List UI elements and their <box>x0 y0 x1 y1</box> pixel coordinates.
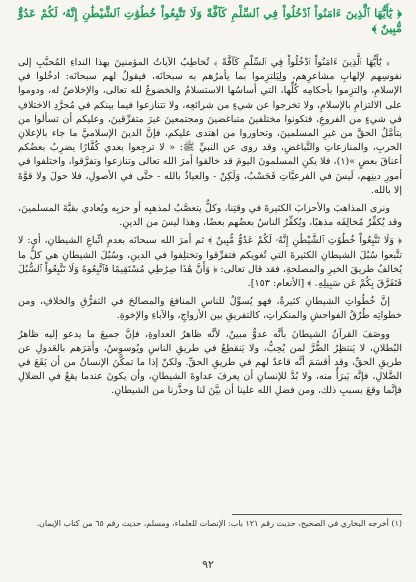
footnote-divider <box>232 514 402 515</box>
paragraph-1: ﴿ يَٰٓأَيُّهَا ٱلَّذِينَ ءَامَنُواْ ٱدْخُلُواْ فِي ٱلسِّلْمِ كَآفَّةً ﴾ تُخاطِبُ الآياتُ المؤمنينَ بهذا النداءِ المُحبَّبِ إلى نفوسِهم لإلهابِ مشاعرِهم، ولِيَلتزِموا بما يأمرُهم به سبحانَه، فيقولُ لهم سبحانَه: ادخُلوا في الإسلامِ، والتزِموا بأحكامِه كُلِّها، التي أساسُها الاستسلامُ والخضوعُ لله تعالى، والإخلاصُ له، ودوموا على الالتزامِ بالإسلامِ، ولا تخرجوا عن شيءٍ من شرائعِه، ولا تتنازعوا فيما بينكم في مُجرَّدِ الاختلافِ في شيءٍ من الفروعِ، فتكونوا مختلفينَ متباغضينَ ومجتمعينَ غيرَ متفرِّقينَ، وعليكم أن تسألوا من يتأمَّلُ الحقَّ من غيرِ المسلمينَ، وتحاوروا من اهتدى عليكم، فإنَّ الدينَ الإسلاميَّ ما جاء بالإعلانِ الحربِ، والمنازعاتِ والتَّباغضِ، وقد روى عن النبيِّ ﷺ: « لا ترجِعوا بعدي كُفَّارًا يضرِبُ بعضُكم أعناقَ بعضٍ »(١)، فلا يكنِ المسلمونَ اليومَ قد خالفوا أمرَ الله تعالى وتنازعوا وتفرَّقوا، واختلفوا في أمورِ دينِهم، لَيسَ في الفرعيَّاتِ فَحَسْبُ، وَلَكِنْ - والعياذُ بالله - حتَّى في الأصولِ، فلا حولَ ولا قوَّةَ إلا بالله. <box>18 57 403 196</box>
paragraph-3: ﴿ وَلَا تَتَّبِعُواْ خُطُوَٰتِ ٱلشَّيْطَٰنِ إِنَّهُۥ لَكُمْ عَدُوٌّ مُّبِينٌ ﴾ ثم أمرَ الله سبحانَه بعدمِ اتِّباعِ الشيطانِ، أي: لا تتَّبعوا سُبُلَ الشيطانِ الكثيرةَ التي تُغويكم فتفرِّقوا وتختلِفوا في الدينِ، وسُبُلَ الشيطانِ هي كلُّ ما يُخالفُ طريقَ الخيرِ والمصلحةِ، فقد قال تعالى: ﴿ وَأَنَّ هَٰذَا صِرَٰطِي مُسْتَقِيمًا فَٱتَّبِعُوهُ وَلَا تَتَّبِعُواْ ٱلسُّبُلَ فَتَفَرَّقَ بِكُمْ عَن سَبِيلِهِۦ ﴾ [الأنعام: ١٥٣]. <box>18 235 402 290</box>
quran-verse-heading: ﴿ يَٰٓأَيُّهَا ٱلَّذِينَ ءَامَنُواْ ٱدْخُلُواْ فِي ٱلسِّلْمِ كَآفَّةً وَلَا تَتَّبِعُواْ خُطُوَٰتِ ٱلشَّيْطَٰنِ إِنَّهُۥ لَكُمْ عَدُوٌّ مُّبِينٌ ﴾ <box>18 6 402 35</box>
paragraph-5: ووصَفَ القرآنُ الشيطانَ بأنَّه عدوٌّ مبينٌ، لأنَّه ظاهرُ العداوةِ، فإنَّ جميعَ ما يدعو إليه ظاهرُ البُطلانِ، لا يَنتظِرُ الضُّرَّ لمن يُحِبُّ، ولا يَنقطِعُ في طريقِ الناسِ ويُوسوِسُ، وأمَرَهم بالعَدولِ عن طريقِ الحقِّ، وقد أقسَمَ أنَّه قاعدٌ لهم في طريقِ الحقِّ. ولكنْ إذا ما تمكَّنَ الإنسانُ من أن يَقَعَ في الضَّلالِ، فإنَّه يَبرَأُ منه، ولا بُدَّ للإنسانِ أن يعرفَ عداوةَ الشيطانِ، وأن يكونَ عندما يقعُ في الضلالِ فإنَّما وقعَ بسببِ ذلك، ومن فضلِ الله علينا أن بيَّنَ لنا وحذَّرنا من الشيطانِ. <box>18 328 402 397</box>
paragraph-4: إنَّ خُطُواتِ الشيطانِ كثيرةٌ، فهو يُسوِّلُ للناسِ المنافعَ والمصالحَ في التفرُّقِ والخلافِ، ومن خطواتِه طُرُقُ الفواحشِ والمنكراتِ، كالتفريقِ بين الأزواجِ، والآباءِ والإخوةِ. <box>18 296 402 322</box>
commentary-body <box>18 56 402 403</box>
footnote: (١) أخرجه البخاري في الصحيح، حديث رقم ١٢١ باب: الإنصات للعلماء، ومسلم، حديث رقم ٦٥ من كتاب الإيمان. <box>36 519 402 528</box>
paragraph-2: ونرى المذاهبَ والأحزابَ الكثيرةَ في وقتِنا، وكلٌّ يتعصَّبُ لمذهبِه أو حزبِه ويُعادي بقيَّةَ المسلمينَ، وقد يُكفِّرُ مُخالِفَه مذهبًا، ويُكفِّرُ الناسُ بعضُهم بعضًا، وهذا ليسَ من الدينِ. <box>18 203 402 229</box>
page-number: ٩٢ <box>202 558 214 571</box>
